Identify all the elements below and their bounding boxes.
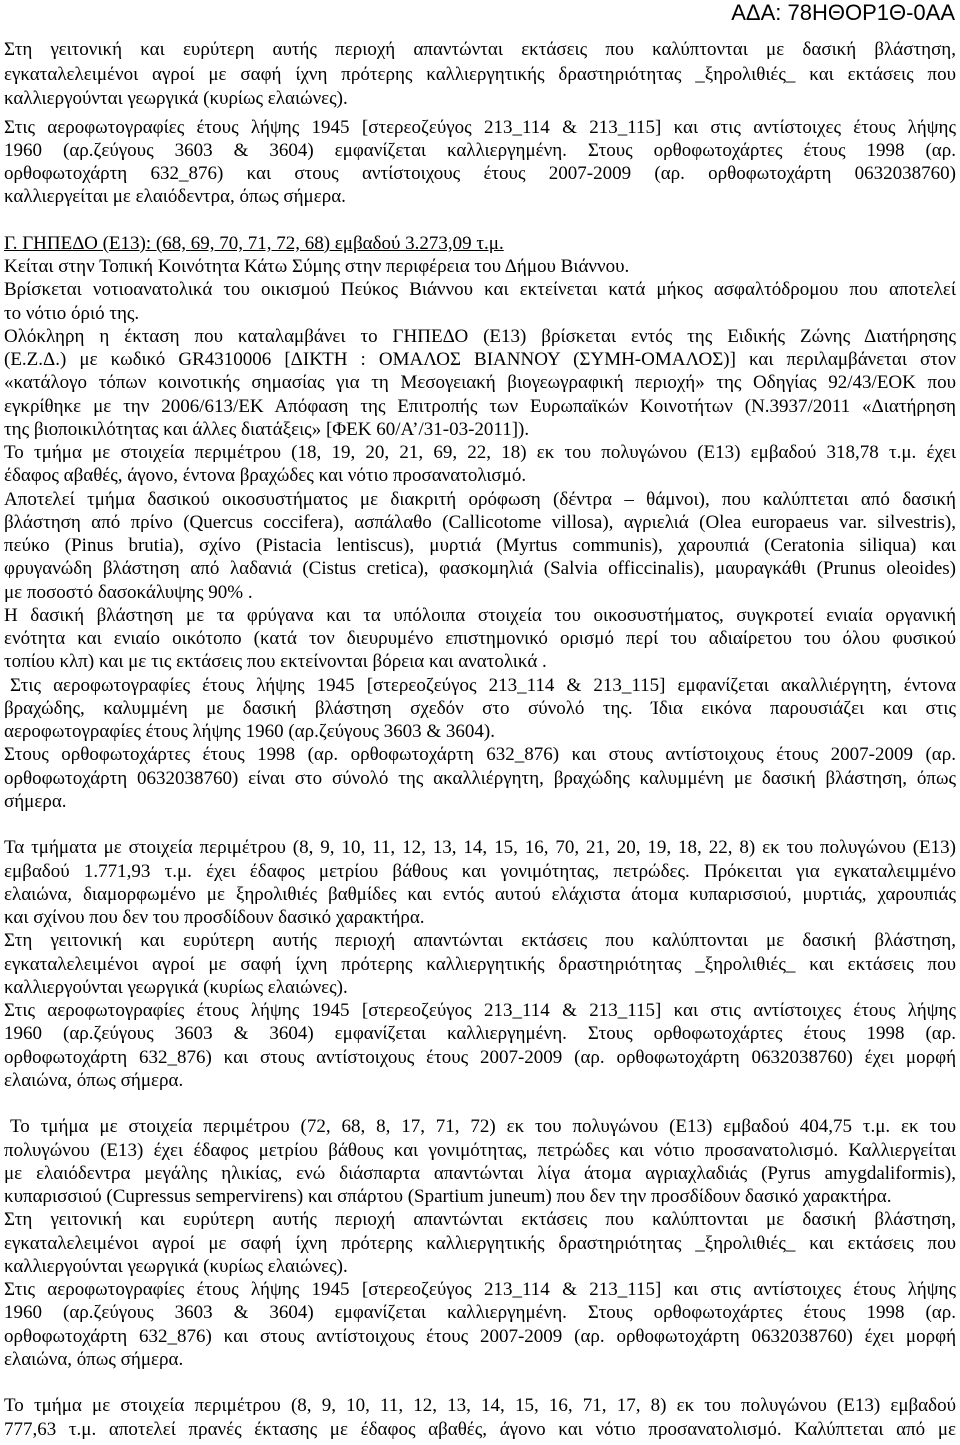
paragraph [4, 674, 956, 744]
text-line: καλλιεργούνται γεωργικά (κυρίως ελαιώνες). [4, 976, 348, 998]
paragraph [4, 232, 956, 255]
text-line: εμβαδού 1.771,93 τ.μ. έχει έδαφος μετρίου βάθους και γονιμότητας, πετρώδες. Πρόκειται για εγκαταλειμμένο [4, 860, 956, 882]
text-line: 1960 (αρ.ζεύγους 3603 & 3604) εμφανίζεται καλλιεργημένη. Στους ορθοφωτοχάρτες έτους 1998 (αρ. [4, 1023, 956, 1045]
text-line: το νότιο όριό της. [4, 302, 140, 324]
text-line: και σχίνου που δεν του προσδίδουν δασικό χαρακτήρα. [4, 907, 425, 928]
text-line: βλάστηση από πρίνο (Quercus coccifera), ασπάλαθο (Callicotome villosa), αγριελιά (Olea europaeus var. silvestris), [4, 511, 956, 533]
blank-line [4, 813, 956, 836]
text-line: (Ε.Ζ.Δ.) με κωδικό GR4310006 [ΔΙΚΤΗ : ΟΜΑΛΟΣ ΒΙΑΝΝΟΥ (ΣΥΜΗ-ΟΜΑΛΟΣ)] και περιλαμβάνεται στον [4, 349, 956, 370]
blank-line [4, 209, 956, 232]
text-line: καλλιεργούνται γεωργικά (κυρίως ελαιώνες). [4, 88, 348, 109]
text-line: ορθοφωτοχάρτη 632_876) και στους αντίστοιχους έτους 2007-2009 (αρ. ορθοφωτοχάρτη 0632038760) [4, 163, 956, 184]
text-line: Στις αεροφωτογραφίες έτους λήψης 1945 [στερεοζεύγος 213_114 & 213_115] και στις αντίστοιχες έτους λήψης [4, 1279, 956, 1300]
text-line: εγκαταλελειμένοι αγροί με σαφή ίχνη πρότερης καλλιεργητικής δραστηριότητας _ξηρολιθιές_ και εκτάσεις που [4, 1232, 956, 1254]
paragraph [4, 488, 956, 604]
paragraph [4, 325, 956, 441]
text-line: Στις αεροφωτογραφίες έτους λήψης 1945 [στερεοζεύγος 213_114 & 213_115] εμφανίζεται ακαλλιέργητη, έντονα [10, 674, 956, 696]
text-line: Το τμήμα με στοιχεία περιμέτρου (72, 68, 8, 17, 71, 72) εκ του πολυγώνου (Ε13) εμβαδού 404,75 τ.μ. εκ του [10, 1116, 956, 1138]
paragraph [4, 441, 956, 488]
text-line: ορθοφωτοχάρτη 0632038760) είναι στο σύνολό της ακαλλιέργητη, βραχώδης καλυμμένη με δασική βλάστηση, όπως [4, 767, 956, 789]
text-line: Το τμήμα με στοιχεία περιμέτρου (18, 19, 20, 21, 69, 22, 18) εκ του πολυγώνου (Ε13) εμβαδού 318,78 τ.μ. έχει [4, 442, 956, 463]
paragraph [4, 116, 956, 209]
text-line: ελαιώνα, διαμορφωμένο με ξηρολιθιές βαθμίδες και εντός αυτού ελάχιστα άτομα κυπαρισσιού, μυρτιάς, χαρουπιάς [4, 883, 956, 905]
section-heading-text: Γ. ΓΗΠΕΔΟ (Ε13): (68, 69, 70, 71, 72, 68) εμβαδού 3.273,09 τ.μ. [4, 232, 504, 254]
text-line: Στους ορθοφωτοχάρτες έτους 1998 (αρ. ορθοφωτοχάρτη 632_876) και στους αντίστοιχους έτους 2007-2009 (αρ. [4, 744, 956, 766]
paragraph [4, 278, 956, 325]
paragraph [4, 1208, 956, 1278]
paragraph [4, 604, 956, 674]
text-line: ενότητα και ενιαίο οικότοπο (κατά τον διευρυμένο επιστημονικό ορισμό περί του αδιαίρετου του όλου φυσικού [4, 628, 956, 649]
text-line: ελαιώνα, όπως σήμερα. [4, 1069, 184, 1091]
paragraph [4, 38, 956, 112]
paragraph [4, 743, 956, 813]
text-line: Αποτελεί τμήμα δασικού οικοσυστήματος με διακριτή ορόφωση (δέντρα – θάμνοι), που καλύπτεται από δασική [4, 488, 956, 510]
paragraph [4, 999, 956, 1092]
text-line: 1960 (αρ.ζεύγους 3603 & 3604) εμφανίζεται καλλιεργημένη. Στους ορθοφωτοχάρτες έτους 1998 (αρ. [4, 1302, 956, 1324]
text-line: με ποσοστό δασοκάλυψης 90% . [4, 581, 253, 603]
text-line: σήμερα. [4, 790, 67, 812]
text-line: Στη γειτονική και ευρύτερη αυτής περιοχή απαντώνται εκτάσεις που καλύπτονται με δασική βλάστηση, [4, 1209, 956, 1231]
text-line: «κατάλογο τόπων κοινοτικής σημασίας για τη Μεσογειακή βιογεωγραφική περιοχή» της Οδηγίας 92/43/ΕΟΚ που [4, 372, 956, 394]
text-line: Η δασική βλάστηση με τα φρύγανα και τα υπόλοιπα στοιχεία του οικοσυστήματος, συγκροτεί ενιαία οργανική [4, 604, 956, 626]
text-line: Στις αεροφωτογραφίες έτους λήψης 1945 [στερεοζεύγος 213_114 & 213_115] και στις αντίστοιχες έτους λήψης [4, 1000, 956, 1021]
text-line: Το τμήμα με στοιχεία περιμέτρου (8, 9, 10, 11, 12, 13, 14, 15, 16, 71, 17, 8) εκ του πολυγώνου (Ε13) εμβαδού [4, 1395, 956, 1417]
text-line: εγκαταλελειμένοι αγροί με σαφή ίχνη πρότερης καλλιεργητικής δραστηριότητας _ξηρολιθιές_ και εκτάσεις που [4, 953, 956, 975]
text-line: εγκρίθηκε με την 2006/613/ΕΚ Απόφαση της Επιτροπής των Ευρωπαϊκών Κοινοτήτων (Ν.3937/2011 «Διατήρηση [4, 395, 956, 417]
text-line: Ολόκληρη η έκταση που καταλαμβάνει το ΓΗΠΕΔΟ (Ε13) βρίσκεται εντός της Ειδικής Ζώνης Διατήρησης [4, 325, 956, 347]
text-line: φρυγανώδη βλάστηση από λαδανιά (Cistus cretica), φασκομηλιά (Salvia officcinalis), μαυραγκάθι (Prunus oleoides) [4, 558, 956, 580]
paragraph [4, 1115, 956, 1208]
text-line: Τα τμήματα με στοιχεία περιμέτρου (8, 9, 10, 11, 12, 13, 14, 15, 16, 70, 21, 20, 19, 18, 22, 8) εκ του πολυγώνου (Ε13) [4, 837, 956, 859]
text-line: πεύκο (Pinus brutia), σχίνο (Pistacia lentiscus), μυρτιά (Myrtus communis), χαρουπιά (Ceratonia siliqua) και [4, 535, 956, 556]
text-line: ελαιώνα, όπως σήμερα. [4, 1348, 184, 1370]
text-line: ορθοφωτοχάρτη 632_876) και στους αντίστοιχους έτους 2007-2009 (αρ. ορθοφωτοχάρτη 0632038760) έχει μορφή [4, 1325, 956, 1347]
text-line: εγκαταλελειμένοι αγροί με σαφή ίχνη πρότερης καλλιεργητικής δραστηριότητας _ξηρολιθιές_ και εκτάσεις που [4, 63, 956, 85]
text-line: βραχώδης, καλυμμένη με δασική βλάστηση σχεδόν στο σύνολό της. Ίδια εικόνα παρουσιάζει και στις [4, 697, 956, 719]
text-line: Στη γειτονική και ευρύτερη αυτής περιοχή απαντώνται εκτάσεις που καλύπτονται με δασική βλάστηση, [4, 39, 956, 60]
document-body [4, 38, 956, 1441]
text-line: Βρίσκεται νοτιοανατολικά του οικισμού Πεύκος Βιάννου και εκτείνεται κατά μήκος ασφαλτόδρομου που αποτελεί [4, 279, 956, 301]
text-line: καλλιεργούνται γεωργικά (κυρίως ελαιώνες). [4, 1255, 348, 1277]
text-line: πολυγώνου (Ε13) έχει έδαφος μετρίου βάθους και γονιμότητας, πετρώδες και νότιο προσανατολισμό. Καλλιεργείται [4, 1139, 956, 1161]
text-line: τοπίου κλπ) και με τις εκτάσεις που εκτείνονται βόρεια και ανατολικά . [4, 651, 547, 673]
text-line: Κείται στην Τοπική Κοινότητα Κάτω Σύμης στην περιφέρεια του Δήμου Βιάννου. [4, 256, 630, 277]
text-line: Στη γειτονική και ευρύτερη αυτής περιοχή απαντώνται εκτάσεις που καλύπτονται με δασική βλάστηση, [4, 930, 956, 952]
blank-line [4, 1371, 956, 1394]
ada-code: ΑΔΑ: 78ΗΘΟΡ1Θ-0ΑΑ [731, 0, 955, 25]
text-line: με ελαιόδεντρα μεγάλης ηλικίας, ενώ διάσπαρτα απαντώνται λίγα άτομα αγριαχλαδιάς (Pyrus amygdaliformis), [4, 1162, 956, 1184]
paragraph [4, 1278, 956, 1371]
text-line: 1960 (αρ.ζεύγους 3603 & 3604) εμφανίζεται καλλιεργημένη. Στους ορθοφωτοχάρτες έτους 1998 (αρ. [4, 139, 956, 161]
paragraph [4, 1394, 956, 1441]
text-line: έδαφος αβαθές, άγονο, έντονα βραχώδες και νότιο προσανατολισμό. [4, 465, 527, 487]
text-line: ορθοφωτοχάρτη 632_876) και στους αντίστοιχους έτους 2007-2009 (αρ. ορθοφωτοχάρτη 0632038760) έχει μορφή [4, 1046, 956, 1068]
blank-line [4, 1092, 956, 1115]
text-line: Στις αεροφωτογραφίες έτους λήψης 1945 [στερεοζεύγος 213_114 & 213_115] και στις αντίστοιχες έτους λήψης [4, 116, 956, 138]
paragraph [4, 929, 956, 999]
text-line: αεροφωτογραφίες έτους λήψης 1960 (αρ.ζεύγους 3603 & 3604). [4, 721, 496, 742]
text-line: της βιοποικιλότητας και άλλες διατάξεις» [ΦΕΚ 60/Α’/31-03-2011]). [4, 418, 530, 440]
text-line: κυπαρισσιού (Cupressus sempervirens) και σπάρτου (Spartium juneum) που δεν την προσδίδουν δασικό χαρακτήρα. [4, 1186, 892, 1207]
paragraph [4, 255, 956, 278]
text-line: 777,63 τ.μ. αποτελεί πρανές έκτασης με έδαφος αβαθές, άγονο και νότιο προσανατολισμό. Καλύπτεται από με [4, 1418, 956, 1440]
paragraph [4, 836, 956, 929]
text-line: καλλιεργείται με ελαιόδεντρα, όπως σήμερα. [4, 186, 346, 208]
section-heading [4, 232, 956, 255]
